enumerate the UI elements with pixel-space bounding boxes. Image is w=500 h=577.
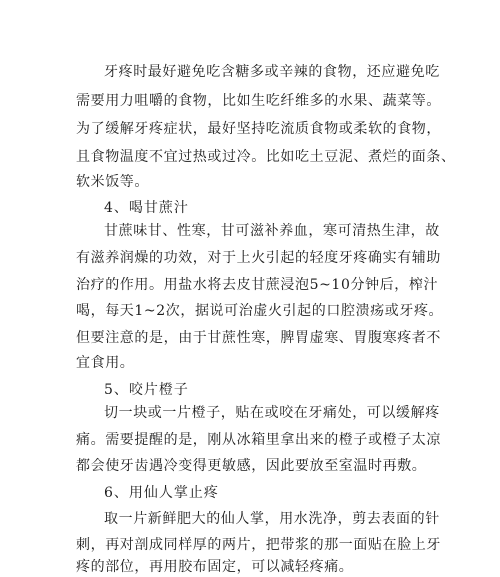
paragraph-line: 疼的部位，再用胶布固定，可以减轻疼痛。 xyxy=(76,559,354,575)
paragraph-line: 宜食用。 xyxy=(76,355,135,371)
paragraph-line: 治疗的作用。用盐水将去皮甘蔗浸泡5~10分钟后，榨汁 xyxy=(76,277,439,293)
paragraph-line: 软米饭等。 xyxy=(76,174,149,190)
paragraph-line: 牙疼时最好避免吃含糖多或辛辣的食物，还应避免吃 xyxy=(104,64,440,80)
section-heading-5: 5、咬片橙子 xyxy=(104,382,189,398)
cut-off-line xyxy=(0,556,500,575)
paragraph-line: 为了缓解牙疼症状，最好坚持吃流质食物或柔软的食物， xyxy=(76,121,441,137)
paragraph-line: 且食物温度不宜过热或过冷。比如吃土豆泥、煮烂的面条、 xyxy=(76,149,456,165)
paragraph-line: 都会使牙齿遇冷变得更敏感，因此要放至室温时再敷。 xyxy=(76,458,427,474)
paragraph-line: 需要用力咀嚼的食物，比如生吃纤维多的水果、蔬菜等。 xyxy=(76,93,441,109)
paragraph-line: 刺，再对剖成同样厚的两片，把带浆的那一面贴在脸上牙 xyxy=(76,537,441,553)
paragraph-line: 喝，每天1~2次，据说可治虚火引起的口腔溃疡或牙疼。 xyxy=(76,303,444,319)
paragraph-line: 取一片新鲜肥大的仙人掌，用水洗净，剪去表面的针 xyxy=(104,511,440,527)
paragraph-line: 切一块或一片橙子，贴在或咬在牙痛处，可以缓解疼 xyxy=(104,405,440,421)
paragraph-line: 痛。需要提醒的是，刚从冰箱里拿出来的橙子或橙子太凉 xyxy=(76,432,441,448)
paragraph-line: 甘蔗味甘、性寒，甘可滋补养血，寒可清热生津，故 xyxy=(104,223,440,239)
paragraph-line: 但要注意的是，由于甘蔗性寒，脾胃虚寒、胃腹寒疼者不 xyxy=(76,330,441,346)
paragraph-line: 有滋养润燥的功效，对于上火引起的轻度牙疼确实有辅助 xyxy=(76,250,441,266)
section-heading-4: 4、喝甘蔗汁 xyxy=(104,200,189,216)
section-heading-6: 6、用仙人掌止疼 xyxy=(104,485,219,501)
